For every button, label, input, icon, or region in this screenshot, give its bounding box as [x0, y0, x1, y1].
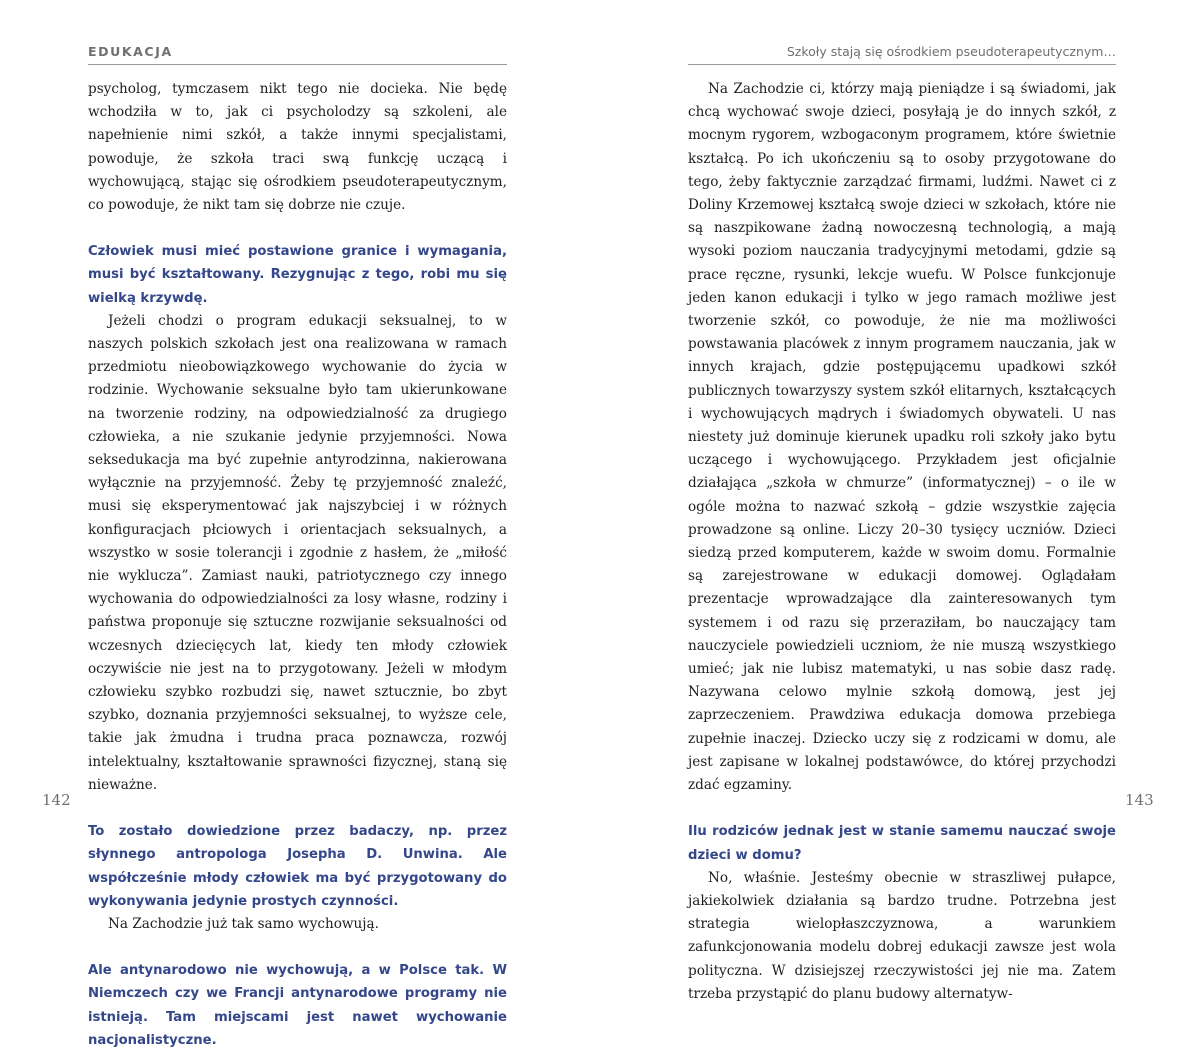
answer-paragraph: Na Zachodzie ci, którzy mają pieniądze i są świadomi, jak chcą wychować swoje dzieci, posyłają je do innych szkół, z mocnym rygorem, wzbogaconym programem, które świetnie kształcą. Po ich ukończeniu są to osoby przygotowane do tego, żeby faktycznie zarządzać firmami, ludźmi. Nawet ci z Doliny Krzemowej kształcą swoje dzieci w szkołach, które nie są naszpikowane żadną nowoczesną technologią, a mają wysoki poziom nauczania tradycyjnymi metodami, gdzie są prace ręczne, rysunki, lekcje wuefu. W Polsce funkcjonuje jeden kanon edukacji i tylko w jego ramach możliwe jest tworzenie szkół, co powoduje, że nie ma możliwości powstawania placówek z innym programem nauczania, jak w innych krajach, gdzie postępującemu upadkowi szkół publicznych towarzyszy system szkół elitarnych, kształcących i wychowujących mądrych i świadomych obywateli. U nas niestety już dominuje kierunek upadku roli szkoły jako bytu uczącego i wychowującego. Przykładem jest oficjalnie działająca „szkoła w chmurze” (informatycznej) – o ile w ogóle można to nazwać szkołą – gdzie wszystkie zajęcia prowadzone są online. Liczy 20–30 tysięcy uczniów. Dzieci siedzą przed komputerem, każde w swoim domu. Formalnie są zarejestrowane w edukacji domowej. Oglądałam prezentacje wprowadzające dla zainteresowanych tym systemem i od razu się przeraziłam, bo nauczający tam nauczyciele powiedzieli uczniom, że nie muszą wszystkiego umieć; jak nie lubisz matematyki, u nas sobie dasz radę. Nazywana celowo mylnie szkołą domową, jest jej zaprzeczeniem. Prawdziwa edukacja domowa przebiega zupełnie inaczej. Dziecko uczy się z rodzicami w domu, ale jest zapisane w lokalnej podstawówce, do której przychodzi zdać egzaminy. — [688, 81, 1116, 794]
paragraph-gap — [88, 936, 507, 959]
running-head-left: EDUKACJA — [88, 44, 507, 65]
interviewer-question: Człowiek musi mieć postawione granice i wymagania, musi być kształtowany. Rezygnując z tego, robi mu się wielką krzywdę. — [88, 244, 507, 306]
right-page — [688, 0, 1116, 1002]
interviewer-question: Ale antynarodowo nie wychowują, a w Polsce tak. W Niemczech czy we Francji antynarodowe programy nie istnieją. Tam miejscami jest nawet wychowanie nacjonalistyczne. — [88, 963, 507, 1048]
running-head-right: Szkoły stają się ośrodkiem pseudoterapeutycznym… — [688, 44, 1116, 65]
left-page-text — [88, 78, 507, 1052]
interviewer-question: Ilu rodziców jednak jest w stanie samemu nauczać swoje dzieci w domu? — [688, 824, 1116, 863]
answer-paragraph: No, właśnie. Jesteśmy obecnie w straszliwej pułapce, jakiekolwiek działania są bardzo trudne. Potrzebna jest strategia wielopłaszczyznowa, a warunkiem zafunkcjonowania modelu dobrej edukacji zawsze jest wola polityczna. W dzisiejszej rzeczywistości jej nie ma. Zatem trzeba przystąpić do planu budowy alternatyw- — [688, 869, 1116, 1002]
paragraph-gap — [688, 797, 1116, 820]
interviewer-question: To zostało dowiedzione przez badaczy, np. przez słynnego antropologa Josepha D. Unwina. Ale współcześnie młody człowiek ma być przygotowany do wykonywania jedynie prostych czynności. — [88, 824, 507, 909]
answer-paragraph: Na Zachodzie już tak samo wychowują. — [108, 915, 379, 932]
left-page — [88, 0, 507, 1048]
right-page-text — [688, 78, 1116, 1006]
answer-paragraph: psycholog, tymczasem nikt tego nie docieka. Nie będę wchodziła w to, jak ci psycholodzy są szkoleni, ale napełnienie nimi szkół, a także innymi specjalistami, powoduje, że szkoła traci swą funkcję uczącą i wychowującą, stając się ośrodkiem pseudoterapeutycznym, co powoduje, że nikt tam się dobrze nie czuje. — [88, 81, 507, 214]
page-number-left: 142 — [42, 791, 71, 809]
page-number-right: 143 — [1125, 791, 1154, 809]
answer-paragraph: Jeżeli chodzi o program edukacji seksualnej, to w naszych polskich szkołach jest ona realizowana w ramach przedmiotu nieobowiązkowego wychowanie do życia w rodzinie. Wychowanie seksualne było tam ukierunkowane na tworzenie rodziny, na odpowiedzialność za drugiego człowieka, a nie szukanie jedynie przyjemności. Nowa seksedukacja ma być zupełnie antyrodzinna, nakierowana wyłącznie na przyjemność. Żeby tę przyjemność znaleźć, musi się eksperymentować jak najszybciej i w różnych konfiguracjach płciowych i orientacjach seksualnych, a wszystko w sosie tolerancji i zgodnie z hasłem, że „miłość nie wyklucza”. Zamiast nauki, patriotycznego czy innego wychowania do odpowiedzialności za losy własne, rodziny i państwa proponuje się sztuczne rozwijanie seksualności od wczesnych dziecięcych lat, kiedy ten młody człowiek oczywiście nie jest na to przygotowany. Jeżeli w młodym człowieku szybko rozbudzi się, nawet sztucznie, bo zbyt szybko, doznania przyjemności seksualnej, to wyższe cele, takie jak żmudna i trudna praca poznawcza, rozwój intelektualny, kształtowanie sprawności fizycznej, staną się nieważne. — [88, 312, 507, 793]
paragraph-gap — [88, 797, 507, 820]
paragraph-gap — [88, 217, 507, 240]
